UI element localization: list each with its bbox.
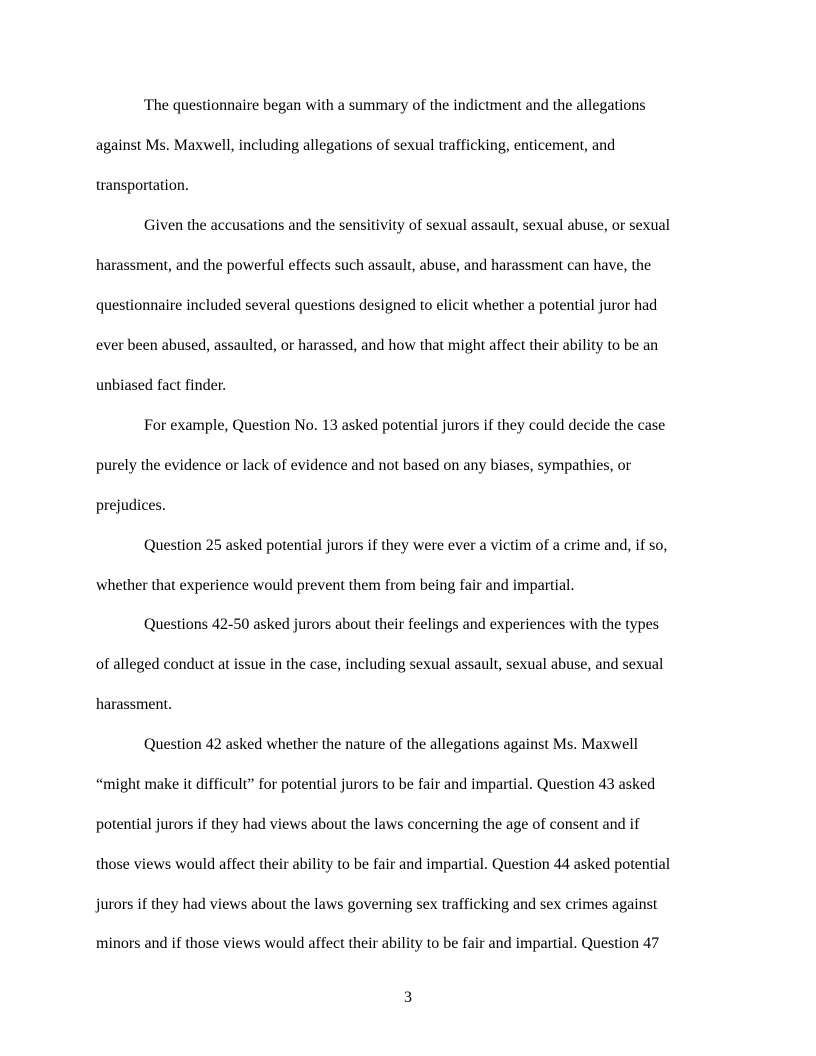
text-line: prejudices.: [96, 497, 166, 514]
text-line: ever been abused, assaulted, or harassed, and how that might affect their ability to be an: [96, 337, 659, 354]
text-line: “might make it difficult” for potential jurors to be fair and impartial. Question 43 asked: [96, 776, 656, 793]
text-line: minors and if those views would affect their ability to be fair and impartial. Question 47: [96, 935, 660, 952]
text-line: those views would affect their ability to be fair and impartial. Question 44 asked potential: [96, 856, 671, 873]
text-line: against Ms. Maxwell, including allegations of sexual trafficking, enticement, and: [96, 137, 616, 154]
page-number: 3: [404, 989, 412, 1006]
text-line: Questions 42-50 asked jurors about their feelings and experiences with the types: [144, 616, 659, 633]
text-line: harassment.: [96, 696, 172, 713]
text-line: For example, Question No. 13 asked potential jurors if they could decide the case: [144, 417, 666, 434]
text-line: jurors if they had views about the laws governing sex trafficking and sex crimes against: [96, 896, 658, 913]
text-line: Question 42 asked whether the nature of the allegations against Ms. Maxwell: [144, 736, 639, 753]
text-line: harassment, and the powerful effects such assault, abuse, and harassment can have, the: [96, 257, 652, 274]
text-line: purely the evidence or lack of evidence and not based on any biases, sympathies, or: [96, 457, 631, 474]
text-line: questionnaire included several questions designed to elicit whether a potential juror had: [96, 297, 658, 314]
text-line: Given the accusations and the sensitivity of sexual assault, sexual abuse, or sexual: [144, 217, 671, 234]
text-line: of alleged conduct at issue in the case, including sexual assault, sexual abuse, and sexual: [96, 656, 664, 673]
text-line: potential jurors if they had views about the laws concerning the age of consent and if: [96, 816, 640, 833]
text-line: whether that experience would prevent them from being fair and impartial.: [96, 577, 575, 594]
text-line: transportation.: [96, 177, 189, 194]
text-line: The questionnaire began with a summary of the indictment and the allegations: [144, 97, 646, 114]
text-line: unbiased fact finder.: [96, 377, 227, 394]
text-line: Question 25 asked potential jurors if they were ever a victim of a crime and, if so,: [144, 537, 668, 554]
